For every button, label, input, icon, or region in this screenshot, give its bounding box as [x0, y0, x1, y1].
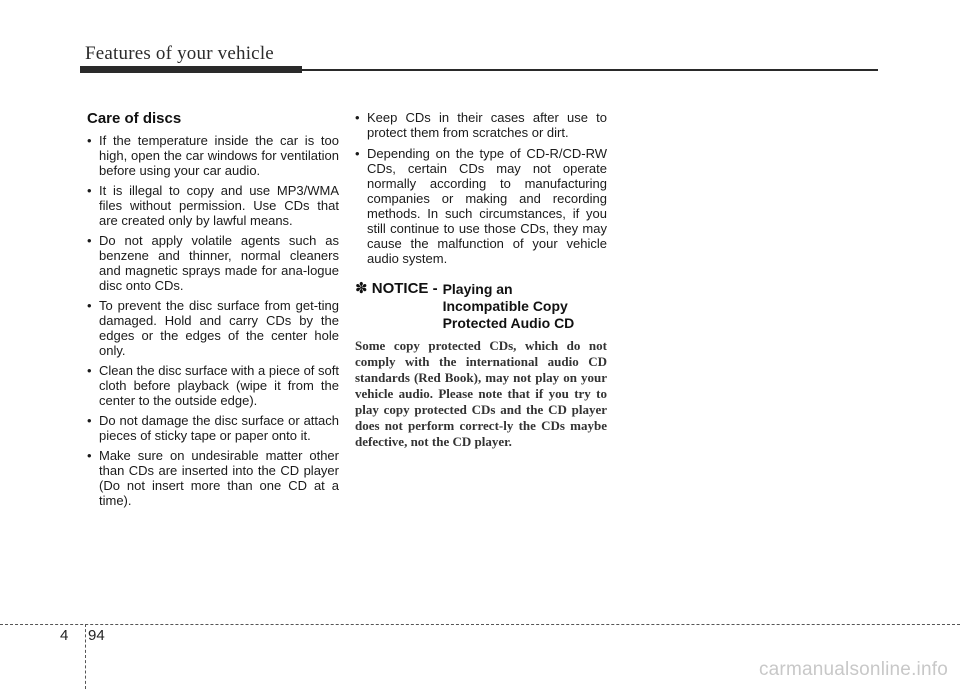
page-number: 94 [88, 627, 105, 644]
notice-label: ✽ NOTICE - [355, 280, 438, 297]
header-rule [300, 69, 878, 71]
list-item: • Do not damage the disc surface or attach pieces of sticky tape or paper onto it. [87, 413, 339, 443]
notice-title-line: Protected Audio CD [442, 315, 575, 331]
list-item: • Depending on the type of CD-R/CD-RW CDs, certain CDs may not operate normally according to manufacturing companies or making and recording methods. In such circumstances, if you still continue to use those CDs, they may cause the malfunction of your vehicle audio system. [355, 146, 607, 266]
list-item: • Do not apply volatile agents such as benzene and thinner, normal cleaners and magnetic sprays made for ana-logue disc onto CDs. [87, 233, 339, 293]
notice-title-line: Incompatible Copy [442, 298, 568, 314]
left-column [87, 110, 339, 513]
list-item: • Make sure on undesirable matter other than CDs are inserted into the CD player (Do not insert more than one CD at a time). [87, 448, 339, 508]
footer-divider [85, 624, 86, 689]
footer-rule [0, 624, 960, 625]
notice-title [443, 280, 575, 332]
page-header-title: Features of your vehicle [85, 43, 274, 64]
list-item: • Clean the disc surface with a piece of soft cloth before playback (wipe it from the center to the outside edge). [87, 363, 339, 408]
chapter-number: 4 [60, 627, 69, 644]
section-heading: Care of discs [87, 110, 182, 127]
notice-heading [355, 280, 607, 332]
watermark: carmanualsonline.info [758, 659, 948, 680]
right-column [355, 110, 607, 450]
list-item: • It is illegal to copy and use MP3/WMA files without permission. Use CDs that are created only by lawful means. [87, 183, 339, 228]
notice-body: Some copy protected CDs, which do not comply with the international audio CD standards (Red Book), may not play on your vehicle audio. Please note that if you try to play copy protected CDs and the CD player does not perform correct-ly the CDs maybe defective, not the CD player. [355, 338, 607, 449]
header-accent-bar [80, 66, 302, 73]
disc-care-list [87, 133, 339, 508]
list-item: • Keep CDs in their cases after use to protect them from scratches or dirt. [355, 110, 607, 140]
cd-handling-list [355, 110, 607, 266]
list-item: • If the temperature inside the car is too high, open the car windows for ventilation before using your car audio. [87, 133, 339, 178]
list-item: • To prevent the disc surface from get-ting damaged. Hold and carry CDs by the edges or the edges of the center hole only. [87, 298, 339, 358]
notice-title-line: Playing an [442, 281, 513, 297]
